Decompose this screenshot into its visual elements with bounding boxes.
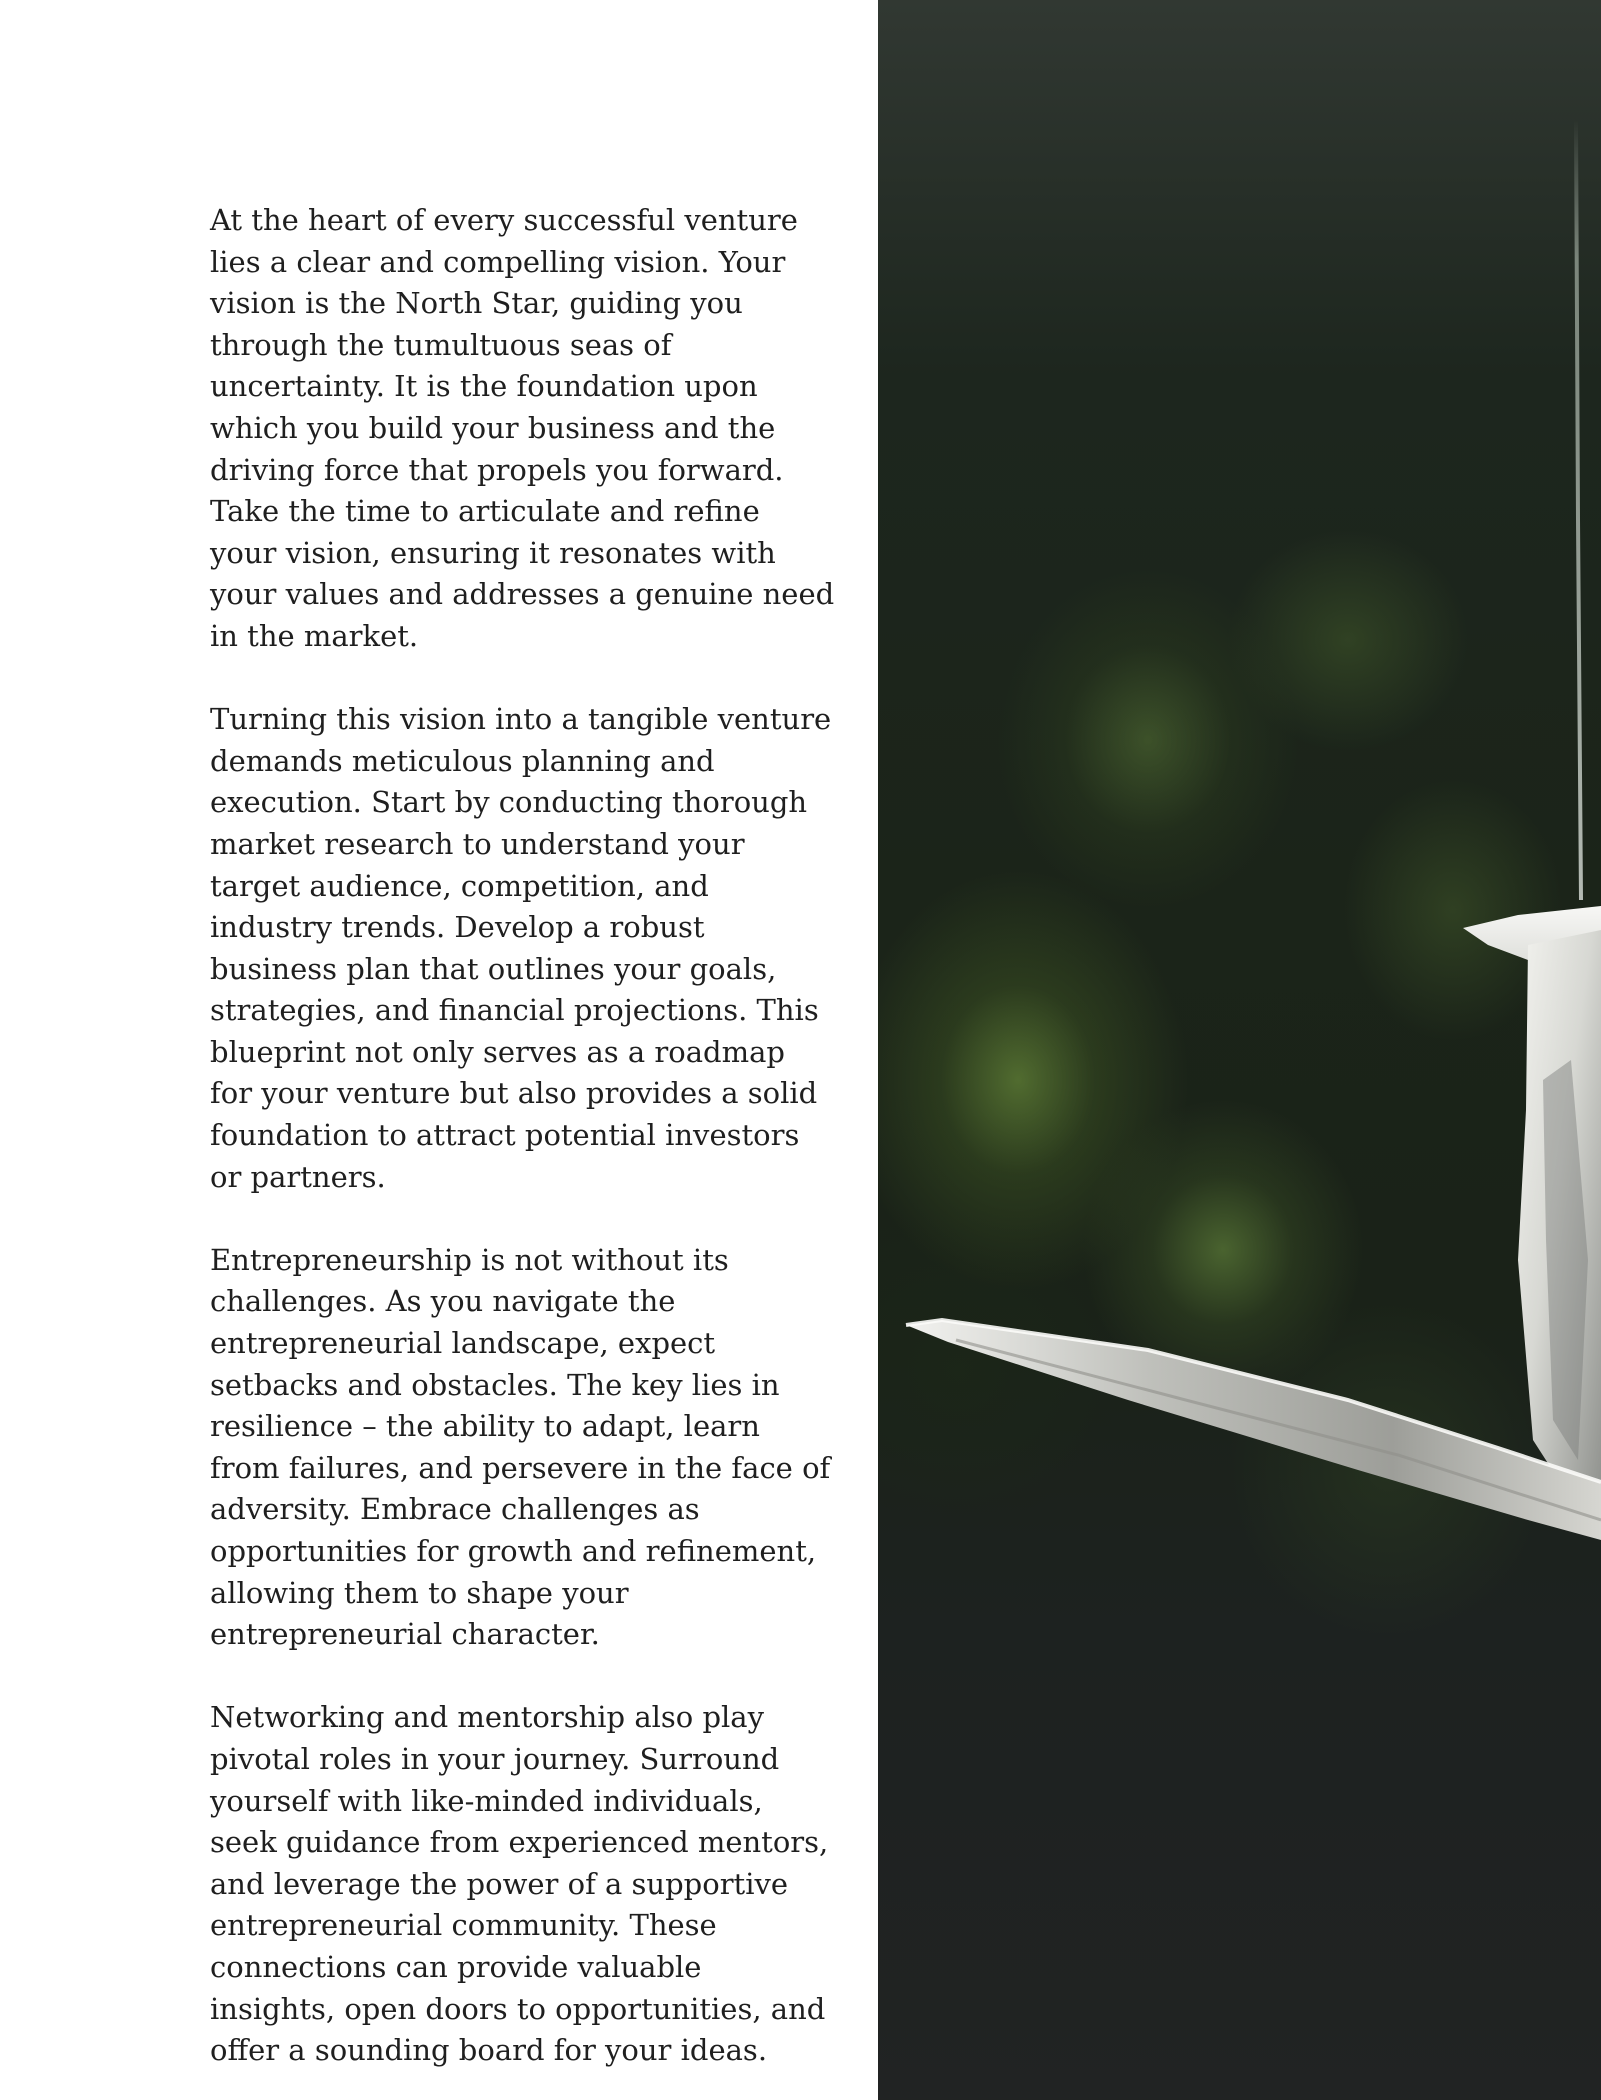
paragraph-networking: Networking and mentorship also play pivotal roles in your journey. Surround yourself with like-minded individuals, seek guidance from experienced mentors, and leverage the power of a supportive entrepreneurial community. These connections can provide valuable insights, open doors to opportunities, and offer a sounding board for your ideas.	[210, 1700, 829, 2068]
body-copy	[210, 200, 835, 2100]
paragraph-planning: Turning this vision into a tangible venture demands meticulous planning and execution. Start by conducting thorough market research to understand your target audience, competition, and industry trends. Develop a robust business plan that outlines your goals, strategies, and financial projections. This blueprint not only serves as a roadmap for your venture but also provides a solid foundation to attract potential investors or partners.	[210, 702, 832, 1194]
paragraph-resilience: Entrepreneurship is not without its challenges. As you navigate the entrepreneurial landscape, expect setbacks and obstacles. The key lies in resilience – the ability to adapt, learn from failures, and persevere in the face of adversity. Embrace challenges as opportunities for growth and refinement, allowing them to shape your entrepreneurial character.	[210, 1242, 831, 1652]
paper-crane-icon	[878, 0, 1601, 2100]
paragraph-vision: At the heart of every successful venture lies a clear and compelling vision. Your vision is the North Star, guiding you through the tumultuous seas of uncertainty. It is the foundation upon which you build your business and the driving force that propels you forward. Take the time to articulate and refine your vision, ensuring it resonates with your values and addresses a genuine need in the market.	[210, 203, 835, 653]
paper-crane-photo	[878, 0, 1601, 2100]
hanging-thread	[1576, 120, 1581, 900]
